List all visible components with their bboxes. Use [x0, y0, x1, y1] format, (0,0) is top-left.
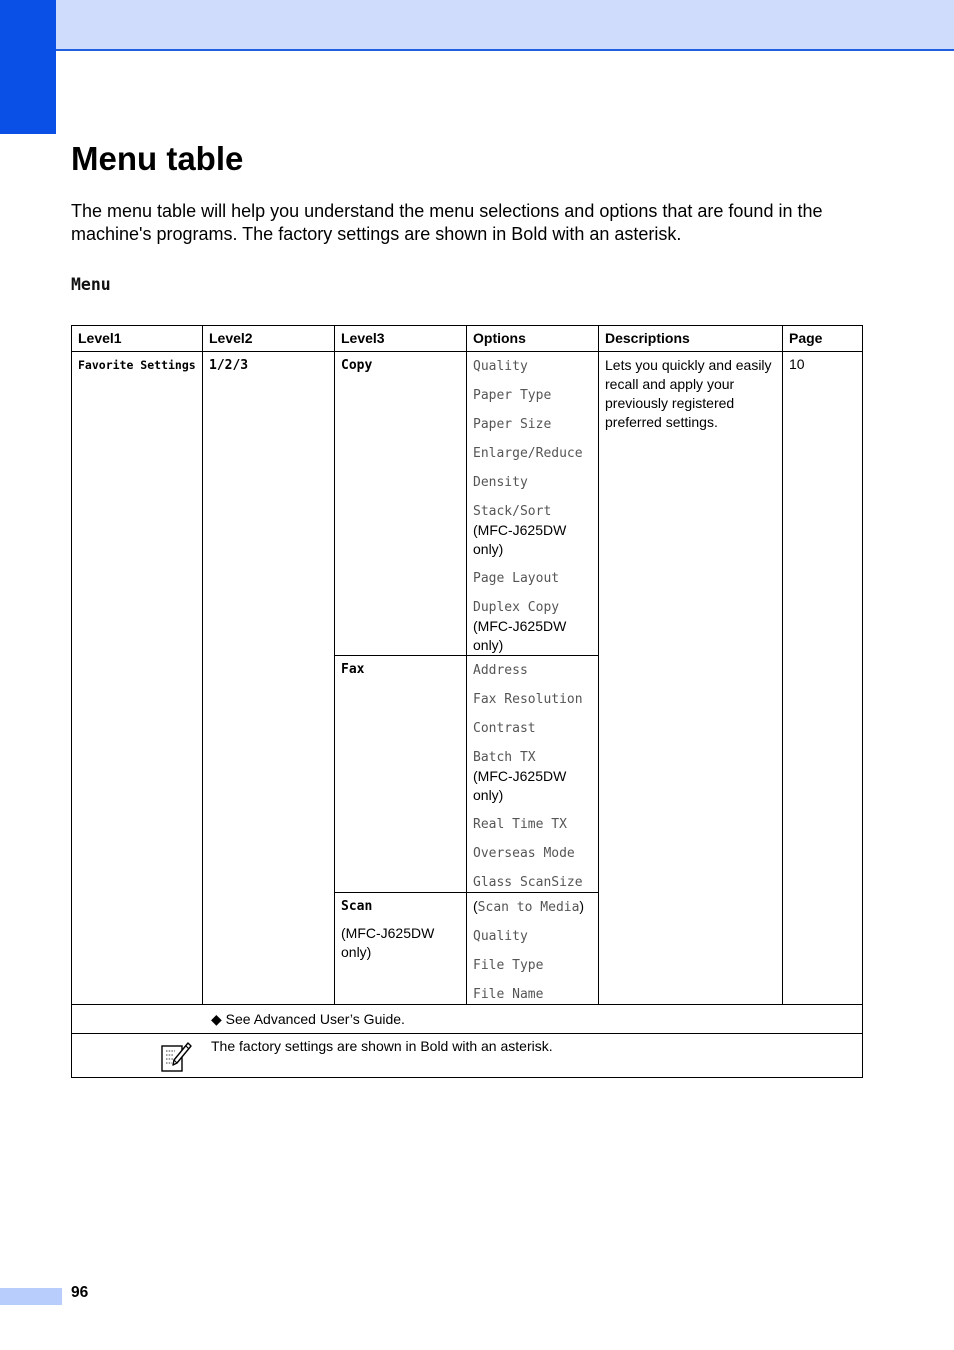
options-cell — [467, 352, 599, 656]
menu-table — [71, 325, 863, 1078]
option-note: (MFC-J625DW only) — [473, 522, 567, 557]
option-item: Overseas Mode — [473, 846, 575, 861]
footnote-row — [72, 1034, 863, 1078]
footnote-factory — [72, 1034, 863, 1078]
option-item: Density — [473, 475, 528, 490]
option-item: Quality — [473, 929, 528, 944]
option-item: Batch TX (MFC-J625DW only) — [473, 747, 592, 805]
page-ref: 10 — [789, 356, 805, 372]
intro-paragraph: The menu table will help you understand the menu selections and options that are found in the machine's programs. The factory settings are shown in Bold with an asterisk. — [71, 201, 823, 244]
option-item: File Name — [473, 987, 544, 1002]
column-header: Page — [783, 326, 863, 352]
column-header: Descriptions — [599, 326, 783, 352]
level2-label: 1/2/3 — [209, 358, 249, 373]
option-item: Page Layout — [473, 571, 560, 586]
header-band — [0, 0, 954, 51]
level3-label: Copy — [341, 358, 373, 373]
footnote-factory-text: The factory settings are shown in Bold with an asterisk. — [211, 1038, 553, 1054]
option-item: Fax Resolution — [473, 692, 583, 707]
level3-cell — [335, 352, 467, 656]
option-item: Quality — [473, 359, 528, 374]
level2-cell — [203, 352, 335, 1005]
section-heading: Menu — [71, 275, 111, 294]
column-header: Level3 — [335, 326, 467, 352]
level3-cell — [335, 656, 467, 893]
option-item: (Scan to Media) — [473, 898, 585, 915]
level3-note: (MFC-J625DW only) — [341, 925, 435, 960]
column-header: Level2 — [203, 326, 335, 352]
options-cell — [467, 893, 599, 1005]
level3-label: Fax — [341, 662, 365, 677]
page-title: Menu table — [71, 140, 244, 177]
footnote-row — [72, 1005, 863, 1034]
diamond-icon: ◆ — [211, 1011, 222, 1027]
page-cell — [783, 352, 863, 1005]
footnote-advanced — [72, 1005, 863, 1034]
option-item: Duplex Copy (MFC-J625DW only) — [473, 597, 592, 655]
note-pencil-icon — [160, 1041, 192, 1073]
table-row — [72, 352, 863, 656]
option-item: Paper Size — [473, 417, 552, 432]
option-item: Real Time TX — [473, 817, 567, 832]
option-item: Paper Type — [473, 388, 552, 403]
chapter-tab — [0, 0, 56, 134]
description-cell — [599, 352, 783, 1005]
option-note: (MFC-J625DW only) — [473, 768, 567, 803]
option-item: Contrast — [473, 721, 536, 736]
level3-cell — [335, 893, 467, 1005]
option-item: Address — [473, 663, 528, 678]
option-item: File Type — [473, 958, 544, 973]
level1-cell — [72, 352, 203, 1005]
option-item: Enlarge/Reduce — [473, 446, 583, 461]
page-number: 96 — [71, 1284, 89, 1301]
footnote-advanced-text: See Advanced User’s Guide. — [225, 1011, 405, 1027]
column-header: Options — [467, 326, 599, 352]
table-header-row — [72, 326, 863, 352]
options-cell — [467, 656, 599, 893]
page-number-tab — [0, 1288, 62, 1305]
column-header: Level1 — [72, 326, 203, 352]
level1-label: Favorite Settings — [78, 358, 196, 372]
option-note: (MFC-J625DW only) — [473, 618, 567, 653]
level3-label: Scan — [341, 899, 373, 914]
option-item: Glass ScanSize — [473, 875, 583, 890]
option-item: Stack/Sort (MFC-J625DW only) — [473, 501, 592, 559]
description-text: Lets you quickly and easily recall and apply your previously registered preferred settings. — [605, 357, 772, 430]
